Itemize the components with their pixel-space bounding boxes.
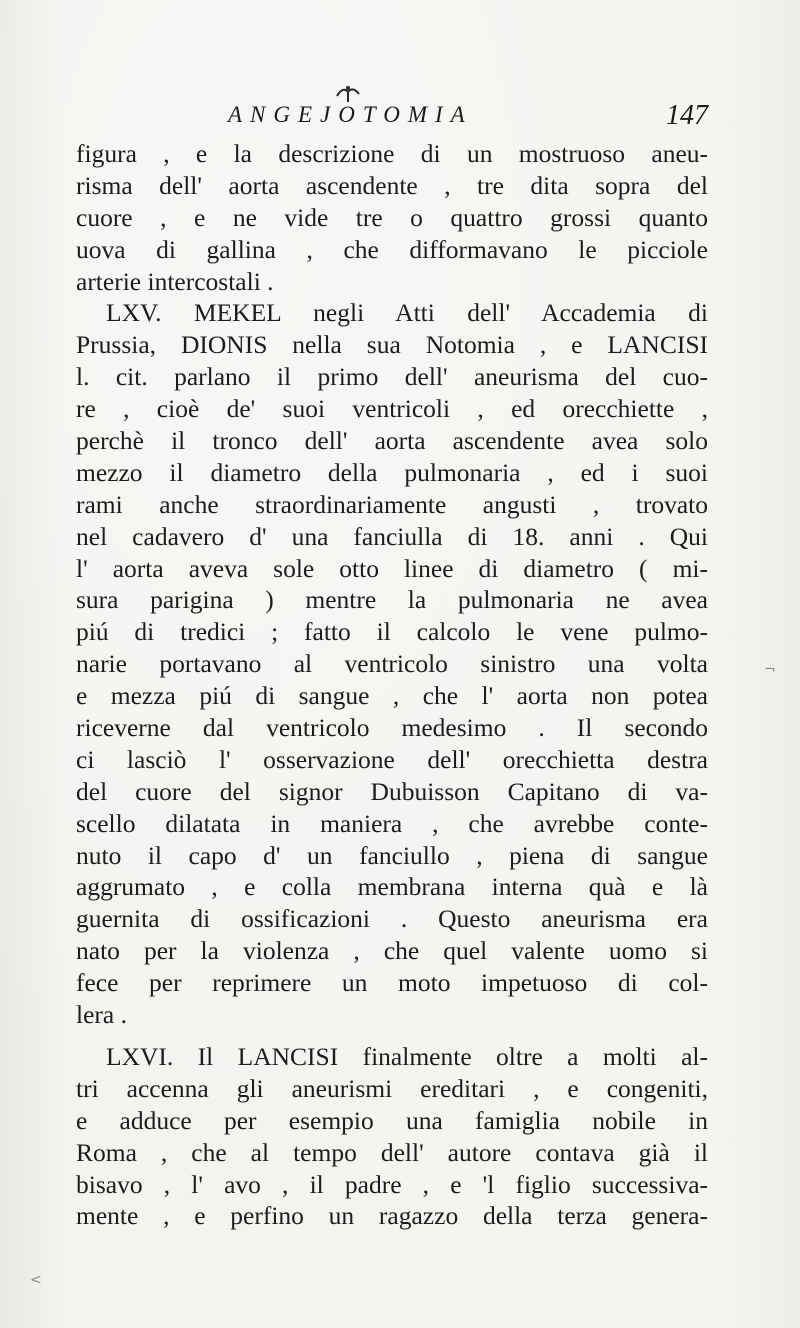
- text-line: cuore , e ne vide tre o quattro grossi quanto: [76, 202, 708, 232]
- text-line: risma dell' aorta ascendente , tre dita sopra del: [76, 170, 708, 200]
- paragraph-3: [76, 1041, 708, 1232]
- paragraph-1: [76, 138, 708, 297]
- text-line: nato per la violenza , che quel valente uomo si: [76, 936, 708, 966]
- text-line: ci lasciò l' osservazione dell' orecchietta destra: [76, 744, 708, 774]
- text-line: l' aorta aveva sole otto linee di diametro ( mi-: [76, 553, 708, 583]
- text-line: e adduce per esempio una famiglia nobile in: [76, 1105, 708, 1135]
- text-line: piú di tredici ; fatto il calcolo le vene pulmo-: [76, 617, 708, 647]
- margin-mark: <: [30, 1272, 42, 1288]
- text-line: del cuore del signor Dubuisson Capitano di va-: [76, 776, 708, 806]
- paragraph-2: [76, 297, 708, 1030]
- text-line: Roma , che al tempo dell' autore contava già il: [76, 1137, 708, 1167]
- text-line: rami anche straordinariamente angusti , trovato: [76, 489, 708, 519]
- text-line: lera .: [76, 1000, 127, 1030]
- margin-mark: ¬: [764, 662, 776, 678]
- body-text: [76, 138, 708, 1232]
- text-line: figura , e la descrizione di un mostruoso aneu-: [76, 139, 708, 168]
- text-line: re , cioè de' suoi ventricoli , ed orecchiette ,: [76, 394, 708, 424]
- text-line: tri accenna gli aneurismi ereditari , e congeniti,: [76, 1073, 708, 1103]
- running-head: ANGEJOTOMIA: [228, 102, 473, 127]
- text-line: Prussia, DIONIS nella sua Notomia , e LANCISI: [76, 330, 708, 360]
- page-header: [228, 102, 708, 142]
- text-line: bisavo , l' avo , il padre , e 'l figlio successiva-: [76, 1169, 708, 1199]
- text-line: l. cit. parlano il primo dell' aneurisma del cuo-: [76, 362, 708, 392]
- text-line: LXV. MEKEL negli Atti dell' Accademia di: [106, 298, 708, 328]
- text-line: perchè il tronco dell' aorta ascendente avea solo: [76, 426, 708, 456]
- text-line: scello dilatata in maniera , che avrebbe conte-: [76, 808, 708, 838]
- text-line: fece per reprimere un moto impetuoso di col-: [76, 968, 708, 998]
- text-line: LXVI. Il LANCISI finalmente oltre a molti al-: [106, 1041, 708, 1071]
- text-line: sura parigina ) mentre la pulmonaria ne avea: [76, 585, 708, 615]
- text-line: nuto il capo d' un fanciullo , piena di sangue: [76, 840, 708, 870]
- text-line: uova di gallina , che difformavano le picciole: [76, 234, 708, 264]
- text-line: riceverne dal ventricolo medesimo . Il secondo: [76, 713, 708, 743]
- paragraph-gap: [76, 1031, 708, 1041]
- text-line: mente , e perfino un ragazzo della terza genera-: [76, 1201, 708, 1231]
- text-line: e mezza piú di sangue , che l' aorta non potea: [76, 681, 708, 711]
- text-line: aggrumato , e colla membrana interna quà e là: [76, 872, 708, 902]
- text-line: arterie intercostali .: [76, 266, 274, 296]
- text-line: guernita di ossificazioni . Questo aneurisma era: [76, 904, 708, 934]
- text-line: mezzo il diametro della pulmonaria , ed i suoi: [76, 457, 708, 487]
- printer-ornament-icon: [333, 82, 363, 104]
- page-number: 147: [666, 100, 708, 131]
- text-line: narie portavano al ventricolo sinistro una volta: [76, 649, 708, 679]
- text-line: nel cadavero d' una fanciulla di 18. anni . Qui: [76, 521, 708, 551]
